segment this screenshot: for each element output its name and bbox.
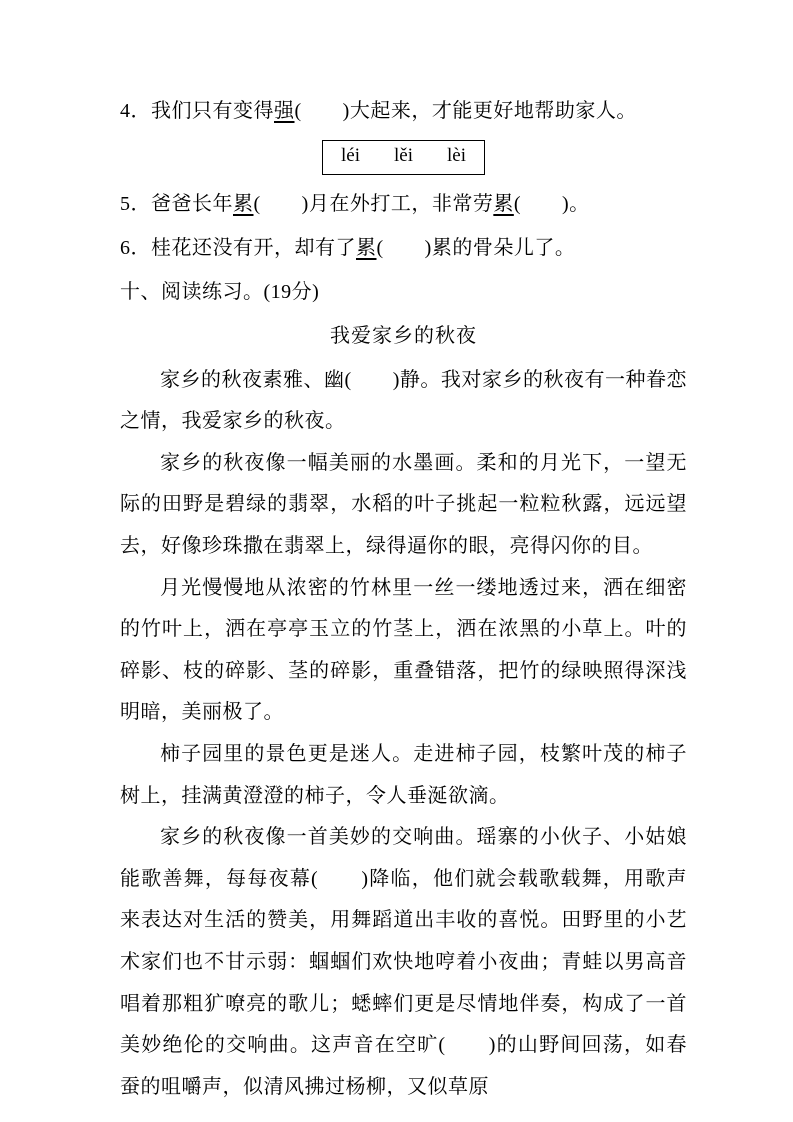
pinyin-options-box: [322, 140, 485, 175]
question-text-segment: ( )月在外打工，非常劳: [253, 192, 494, 215]
reading-paragraph-3: 月光慢慢地从浓密的竹林里一丝一缕地透过来，洒在细密的竹叶上，洒在亭亭玉立的竹茎上，洒在浓黑的小草上。叶的碎影、枝的碎影、茎的碎影，重叠错落，把竹的绿映照得深浅明暗，美丽极了。: [120, 576, 687, 724]
pinyin-option-2: lěi: [394, 145, 413, 166]
underlined-char: 强: [274, 100, 295, 122]
underlined-char: 累: [493, 192, 514, 215]
pinyin-option-1: léi: [341, 145, 360, 166]
question-text-segment: 6．桂花还没有开，却有了: [120, 236, 356, 259]
reading-paragraph-2: 家乡的秋夜像一幅美丽的水墨画。柔和的月光下，一望无际的田野是碧绿的翡翠，水稻的叶子挑起一粒粒秋露，远远望去，好像珍珠撒在翡翠上，绿得逼你的眼，亮得闪你的目。: [120, 451, 687, 557]
pinyin-box-wrapper: [120, 140, 687, 175]
question-text-segment: ( )累的骨朵儿了。: [376, 236, 576, 259]
pinyin-option-3: lèi: [447, 145, 466, 166]
reading-paragraph-1: 家乡的秋夜素雅、幽( )静。我对家乡的秋夜有一种眷恋之情，我爱家乡的秋夜。: [120, 368, 687, 433]
reading-title: 我爱家乡的秋夜: [330, 324, 477, 347]
question-4: [120, 96, 687, 127]
question-5: [120, 189, 687, 220]
section-heading: 十、阅读练习。(19分): [120, 280, 320, 303]
underlined-char: 累: [356, 236, 377, 259]
reading-paragraph-5: 家乡的秋夜像一首美妙的交响曲。瑶寨的小伙子、小姑娘能歌善舞，每每夜幕( )降临，他们就会载歌载舞，用歌声来表达对生活的赞美，用舞蹈道出丰收的喜悦。田野里的小艺术家们也不甘示弱：蝈蝈们欢快地哼着小夜曲；青蛙以男高音唱着那粗犷嘹亮的歌儿；蟋蟀们更是尽情地伴奏，构成了一首美妙绝伦的交响曲。这声音在空旷( )的山野间回荡，如春蚕的咀嚼声，似清风拂过杨柳，又似草原: [120, 826, 687, 1098]
underlined-char: 累: [233, 192, 254, 215]
question-text-segment: 5．爸爸长年: [120, 192, 233, 215]
reading-paragraph-4: 柿子园里的景色更是迷人。走进柿子园，枝繁叶茂的柿子树上，挂满黄澄澄的柿子，令人垂涎欲滴。: [120, 742, 687, 807]
question-text-segment: ( )大起来，才能更好地帮助家人。: [294, 100, 637, 122]
question-text-segment: 4．我们只有变得: [120, 100, 274, 122]
question-6: [120, 233, 687, 264]
question-text-segment: ( )。: [513, 192, 590, 215]
